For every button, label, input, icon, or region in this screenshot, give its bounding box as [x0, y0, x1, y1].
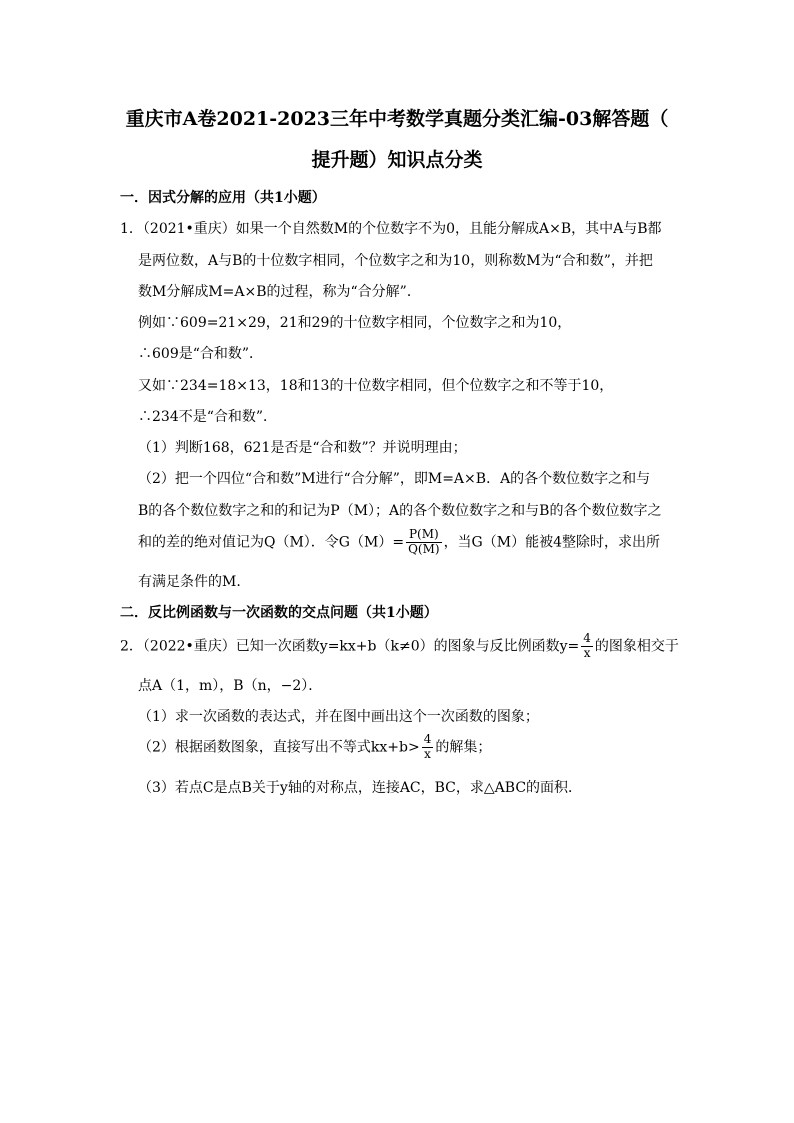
q1-line-7: ∴234不是“合和数”． [138, 409, 278, 425]
q1-line-11 [138, 528, 660, 557]
q2-line-1-text-b: 的图象相交于 [594, 638, 679, 655]
q2-line-1 [120, 632, 679, 661]
q1-line-1: 1．（2021•重庆）如果一个自然数M的个位数字不为0，且能分解成A×B，其中A与B都 [120, 221, 662, 237]
q1-line-2: 是两位数，A与B的十位数字相同，个位数字之和为10，则称数M为“合和数”，并把 [138, 253, 653, 269]
fraction-denominator: Q(M) [408, 541, 440, 556]
fraction-p-over-q [406, 528, 442, 557]
fraction-4-over-x [581, 632, 593, 661]
fraction-numerator: 4 [583, 631, 591, 645]
q2-line-4-text-a: （2）根据函数图象，直接写出不等式kx+b> [138, 739, 420, 756]
q2-line-4 [138, 733, 491, 762]
fraction-4-over-x [422, 733, 434, 762]
section-heading-1: 一．因式分解的应用（共1小题） [120, 190, 326, 206]
q1-line-3: 数M分解成M=A×B的过程，称为“合分解”． [138, 284, 421, 300]
q1-line-9: （2）把一个四位“合和数”M进行“合分解”，即M=A×B．A的各个数位数字之和与 [138, 471, 651, 487]
q1-line-12: 有满足条件的M. [138, 574, 241, 590]
q1-line-4: 例如∵609=21×29，21和29的十位数字相同，个位数字之和为10， [138, 315, 572, 331]
fraction-denominator: x [583, 645, 591, 660]
fraction-numerator: P(M) [406, 528, 442, 543]
q2-line-3: （1）求一次函数的表达式，并在图中画出这个一次函数的图象； [138, 709, 539, 725]
document-title-line-2: 提升题）知识点分类 [311, 149, 483, 171]
fraction-numerator: 4 [423, 732, 432, 746]
q1-line-11-text-a: 和的差的绝对值记为Q（M）．令G（M）= [138, 534, 405, 551]
q1-line-5: ∴609是“合和数”． [138, 346, 264, 362]
fraction-denominator: x [424, 746, 431, 761]
q1-line-11-text-b: ，当G（M）能被4整除时，求出所 [443, 534, 660, 551]
q1-line-10: B的各个数位数字之和的和记为P（M）；A的各个数位数字之和与B的各个数位数字之 [138, 503, 662, 519]
q1-line-6: 又如∵234=18×13，18和13的十位数字相同，但个位数字之和不等于10， [138, 378, 614, 394]
q2-line-4-text-b: 的解集； [435, 739, 492, 756]
q2-line-1-text-a: 2．（2022•重庆）已知一次函数y=kx+b（k≠0）的图象与反比例函数y= [120, 638, 580, 655]
section-heading-2: 二．反比例函数与一次函数的交点问题（共1小题） [120, 605, 438, 621]
document-title-line-1: 重庆市A卷2021-2023三年中考数学真题分类汇编-03解答题（ [125, 108, 669, 130]
q2-line-2: 点A（1，m），B（n，−2）． [138, 678, 323, 694]
q2-line-5: （3）若点C是点B关于y轴的对称点，连接AC，BC，求△ABC的面积． [138, 780, 583, 796]
q1-line-8: （1）判断168，621是否是“合和数”？并说明理由； [138, 440, 467, 456]
